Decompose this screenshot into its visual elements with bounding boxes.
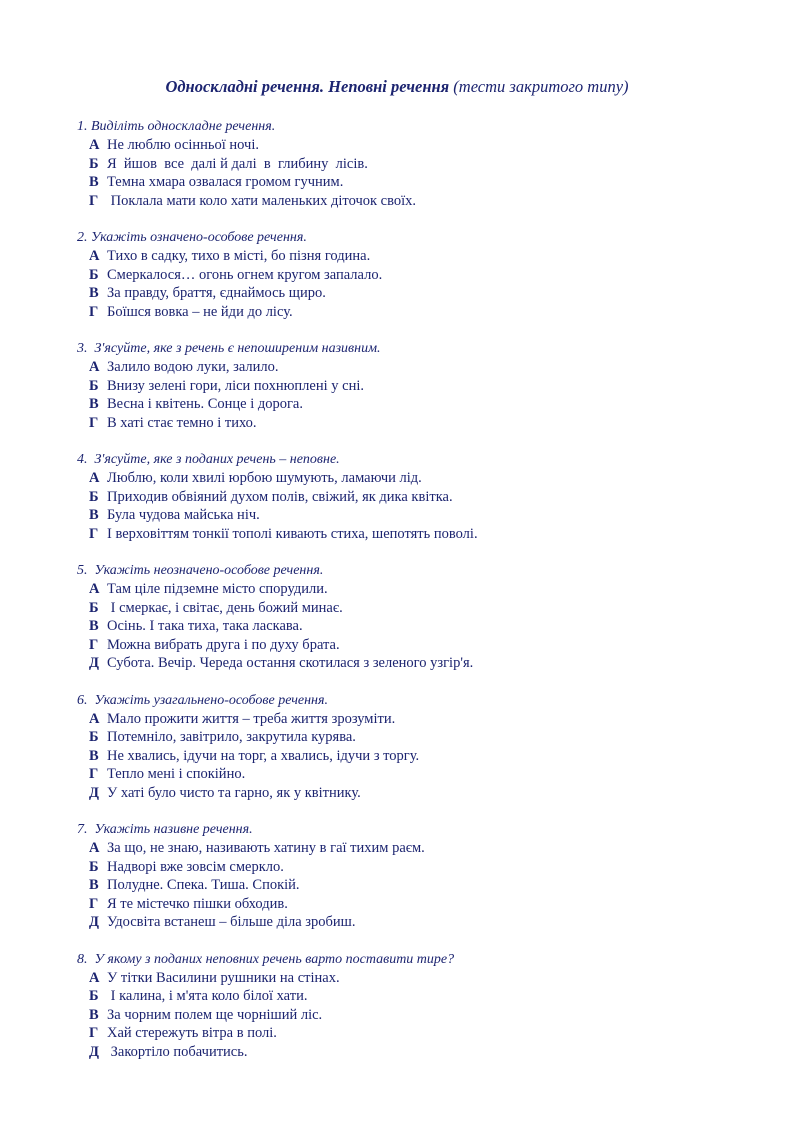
option-text: Тихо в садку, тихо в місті, бо пізня година. [107,248,371,264]
option-text: Полудне. Спека. Тиша. Спокій. [107,877,300,893]
question-text: 5. Укажіть неозначено-особове речення. [77,563,324,578]
option-text: Була чудова майська ніч. [107,507,260,523]
answer-option [77,858,777,877]
option-letter: В [89,877,99,893]
answer-option [77,266,777,285]
question-text: 7. Укажіть називне речення. [77,822,253,837]
answer-option [77,876,777,895]
question-2 [77,229,777,321]
option-letter: Г [89,414,99,431]
option-letter: А [89,359,100,375]
option-text: Субота. Вечір. Череда остання скотилася з зеленого узгір'я. [107,655,474,671]
option-text: У тітки Василини рушники на стінах. [107,969,340,986]
option-letter: Г [89,525,99,542]
answer-option [77,710,777,729]
option-letter: Б [89,599,99,616]
option-letter: Д [89,655,99,671]
option-text: Я йшов все далі й далі в глибину лісів. [107,155,368,172]
option-letter: В [89,747,99,764]
answer-option [77,395,777,414]
option-text: Боїшся вовка – не йди до лісу. [107,303,293,320]
question-5 [77,562,777,673]
answer-option [77,303,777,322]
option-letter: В [89,618,99,634]
option-text: Темна хмара озвалася громом гучним. [107,174,344,190]
question-3 [77,340,777,432]
question-text: 3. З'ясуйте, яке з речень є непоширеним називним. [77,341,381,356]
answer-option [77,284,777,303]
option-letter: Б [89,377,99,394]
option-text: Весна і квітень. Сонце і дорога. [107,396,303,412]
option-text: У хаті було чисто та гарно, як у квітнику. [107,784,361,801]
question-4 [77,451,777,543]
answer-option [77,469,777,488]
option-text: Смеркалося… огонь огнем кругом запалало. [107,266,383,283]
option-letter: Г [89,303,99,320]
option-text: Тепло мені і спокійно. [107,766,246,782]
option-letter: Г [89,636,99,653]
option-letter: А [89,581,100,597]
answer-option [77,506,777,525]
question-text: 2. Укажіть означено-особове речення. [77,230,307,245]
answer-option [77,839,777,858]
title-subtitle: (тести закритого типу) [453,77,629,96]
option-text: Приходив обвіяний духом полів, свіжий, як дика квітка. [107,488,453,505]
answer-option [77,617,777,636]
question-text: 1. Виділіть односкладне речення. [77,119,276,134]
option-letter: А [89,840,100,856]
option-letter: Б [89,729,99,745]
option-letter: В [89,285,99,301]
answer-option [77,580,777,599]
question-6 [77,692,777,803]
answer-option [77,728,777,747]
answer-option [77,1006,777,1025]
option-letter: Б [89,988,99,1004]
option-letter: Г [89,766,99,782]
answer-option [77,913,777,932]
option-text: Поклала мати коло хати маленьких діточок своїх. [107,192,417,209]
answer-option [77,488,777,507]
option-text: Потемніло, завітрило, закрутила курява. [107,729,356,745]
option-text: Не люблю осінньої ночі. [107,137,260,153]
answer-option [77,784,777,803]
option-text: Я те містечко пішки обходив. [107,895,288,912]
question-text: 8. У якому з поданих неповних речень варто поставити тире? [77,951,455,967]
questions-list [77,118,777,1080]
option-text: І верховіттям тонкії тополі кивають стиха, шепотять поволі. [107,525,478,542]
question-text: 6. Укажіть узагальнено-особове речення. [77,692,329,708]
answer-option [77,969,777,988]
answer-option [77,155,777,174]
answer-option [77,747,777,766]
answer-option [77,358,777,377]
question-7 [77,821,777,932]
option-text: Залило водою луки, залило. [107,359,279,375]
option-text: В хаті стає темно і тихо. [107,414,257,431]
option-text: Там ціле підземне місто спорудили. [107,581,328,597]
option-letter: Г [89,1025,99,1041]
option-letter: В [89,174,99,190]
page-title [0,75,794,99]
answer-option [77,192,777,211]
question-1 [77,118,777,210]
question-8 [77,951,777,1062]
answer-option [77,1024,777,1043]
option-text: І смеркає, і світає, день божий минає. [107,599,343,616]
option-letter: В [89,396,99,412]
option-text: Осінь. І така тиха, така ласкава. [107,618,303,634]
option-text: Закортіло побачитись. [107,1043,248,1060]
option-letter: Б [89,266,99,283]
answer-option [77,414,777,433]
option-letter: Г [89,895,99,912]
answer-option [77,636,777,655]
option-letter: Г [89,192,99,209]
answer-option [77,987,777,1006]
option-text: Внизу зелені гори, ліси похнюплені у сні. [107,377,364,394]
option-text: Можна вибрать друга і по духу брата. [107,636,340,653]
answer-option [77,136,777,155]
answer-option [77,1043,777,1062]
option-text: Мало прожити життя – треба життя зрозуміти. [107,710,396,727]
option-text: Не хвались, ідучи на торг, а хвались, ідучи з торгу. [107,747,420,764]
option-text: Хай стережуть вітра в полі. [107,1025,277,1041]
option-letter: А [89,470,100,486]
option-letter: А [89,969,100,986]
option-text: Удосвіта встанеш – більше діла зробиш. [107,914,356,930]
option-letter: Б [89,858,99,875]
option-letter: Д [89,914,99,930]
option-text: Люблю, коли хвилі юрбою шумують, ламаючи лід. [107,470,422,486]
answer-option [77,765,777,784]
option-text: За чорним полем ще чорніший ліс. [107,1006,323,1023]
option-letter: Д [89,784,99,801]
option-letter: А [89,137,100,153]
answer-option [77,247,777,266]
option-text: І калина, і м'ята коло білої хати. [107,988,308,1004]
answer-option [77,173,777,192]
option-letter: В [89,507,99,523]
question-text: 4. З'ясуйте, яке з поданих речень – неповне. [77,452,340,467]
answer-option [77,599,777,618]
option-letter: А [89,248,100,264]
option-letter: А [89,710,100,727]
option-text: За правду, браття, єднаймось щиро. [107,285,326,301]
option-letter: Д [89,1043,99,1060]
option-letter: В [89,1006,99,1023]
option-letter: Б [89,155,99,172]
answer-option [77,895,777,914]
title-main: Односкладні речення. Неповні речення [165,77,450,96]
answer-option [77,525,777,544]
answer-option [77,377,777,396]
option-text: Надворі вже зовсім смеркло. [107,858,284,875]
option-text: За що, не знаю, називають хатину в гаї тихим раєм. [107,840,425,856]
option-letter: Б [89,488,99,505]
answer-option [77,654,777,673]
